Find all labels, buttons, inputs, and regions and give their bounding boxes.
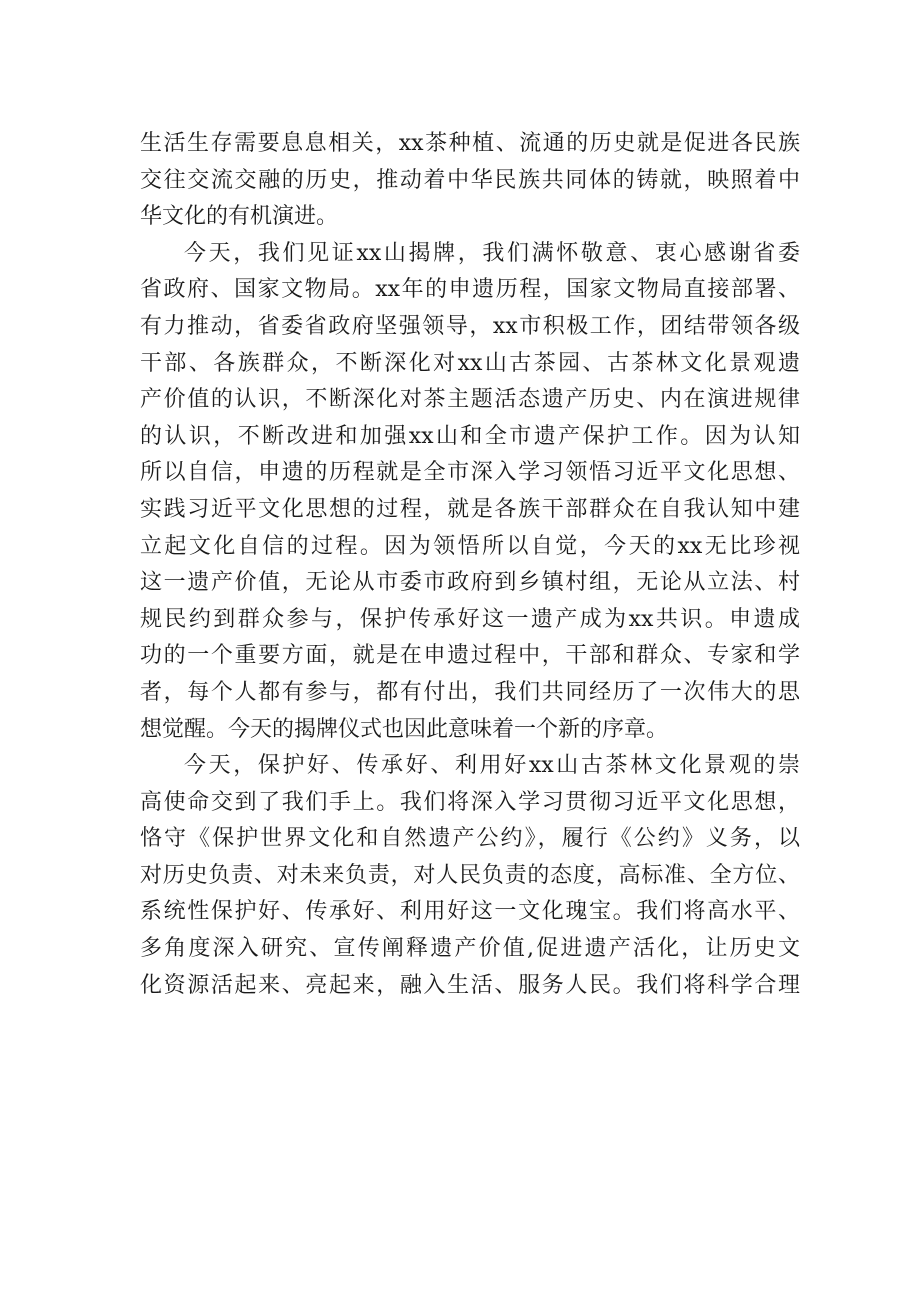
text-line: 省政府、国家文物局。xx年的申遗历程，国家文物局直接部署、 [140, 277, 800, 303]
text-line: 立起文化自信的过程。因为领悟所以自觉，今天的xx无比珍视 [140, 533, 800, 559]
text-line: 对历史负责、对未来负责，对人民负责的态度，高标准、全方位、 [140, 862, 800, 888]
text-line: 恪守《保护世界文化和自然遗产公约》，履行《公约》义务，以 [140, 826, 800, 852]
text-line: 交往交流交融的历史，推动着中华民族共同体的铸就，映照着中 [140, 167, 800, 193]
text-line: 干部、各族群众，不断深化对xx山古茶园、古茶林文化景观遗 [140, 350, 800, 376]
text-line: 系统性保护好、传承好、利用好这一文化瑰宝。我们将高水平、 [140, 899, 800, 925]
text-line: 规民约到群众参与，保护传承好这一遗产成为xx共识。申遗成 [140, 606, 800, 632]
text-line: 功的一个重要方面，就是在申遗过程中，干部和群众、专家和学 [140, 643, 800, 669]
text-line: 实践习近平文化思想的过程，就是各族干部群众在自我认知中建 [140, 496, 800, 522]
text-line: 今天，我们见证xx山揭牌，我们满怀敬意、衷心感谢省委 [184, 240, 800, 266]
text-line: 者，每个人都有参与，都有付出，我们共同经历了一次伟大的思 [140, 679, 800, 705]
text-line: 的认识，不断改进和加强xx山和全市遗产保护工作。因为认知 [140, 423, 800, 449]
paragraph-1 [140, 126, 800, 236]
text-line: 华文化的有机演进。 [140, 204, 339, 230]
text-line: 化资源活起来、亮起来，融入生活、服务人民。我们将科学合理 [140, 972, 800, 998]
text-line: 高使命交到了我们手上。我们将深入学习贯彻习近平文化思想， [140, 789, 800, 815]
text-line: 生活生存需要息息相关，xx茶种植、流通的历史就是促进各民族 [140, 131, 800, 156]
text-line: 有力推动，省委省政府坚强领导，xx市积极工作，团结带领各级 [140, 313, 800, 339]
paragraph-3 [140, 748, 800, 1004]
text-line: 产价值的认识，不断深化对茶主题活态遗产历史、内在演进规律 [140, 387, 800, 413]
document-body [140, 126, 800, 1004]
text-line: 多角度深入研究、宣传阐释遗产价值,促进遗产活化，让历史文 [140, 936, 800, 962]
paragraph-2 [140, 236, 800, 748]
text-line: 所以自信，申遗的历程就是全市深入学习领悟习近平文化思想、 [140, 460, 800, 486]
text-line: 想觉醒。今天的揭牌仪式也因此意味着一个新的序章。 [140, 716, 669, 742]
text-line: 这一遗产价值，无论从市委市政府到乡镇村组，无论从立法、村 [140, 570, 800, 596]
text-line: 今天，保护好、传承好、利用好xx山古茶林文化景观的崇 [184, 753, 800, 779]
